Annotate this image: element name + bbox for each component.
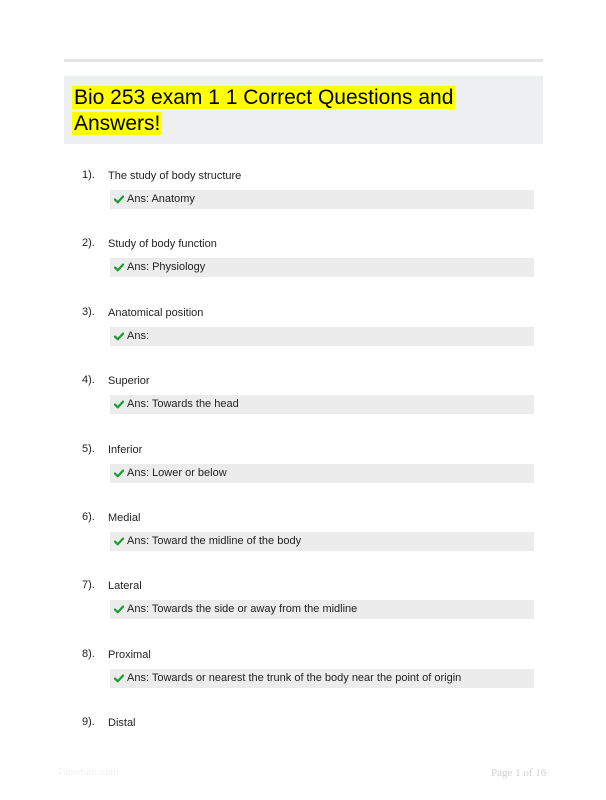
- answer-box: [110, 395, 534, 414]
- qa-item-5: [64, 443, 543, 503]
- checkmark-icon: [114, 605, 124, 614]
- answer-text: Ans: Toward the midline of the body: [127, 535, 302, 547]
- question-text: Lateral: [108, 580, 142, 592]
- answer-box: [110, 532, 534, 551]
- question-number: 7).: [82, 579, 95, 591]
- answer-box: [110, 669, 534, 688]
- answer-text: Ans: Anatomy: [127, 193, 195, 205]
- answer-text: Ans: Lower or below: [127, 467, 227, 479]
- answer-box: [110, 258, 534, 277]
- answer-text: Ans: Towards the side or away from the midline: [127, 603, 358, 615]
- question-number: 9).: [82, 716, 95, 728]
- qa-item-1: [64, 169, 543, 229]
- footer-watermark: Paperbitic.com: [58, 767, 119, 778]
- answer-box: [110, 600, 534, 619]
- answer-text: Ans: Towards the head: [127, 398, 239, 410]
- question-number: 5).: [82, 443, 95, 455]
- answer-box: [110, 327, 534, 346]
- question-text: The study of body structure: [108, 170, 242, 182]
- checkmark-icon: [114, 332, 124, 341]
- qa-item-7: [64, 579, 543, 639]
- question-text: Superior: [108, 375, 150, 387]
- qa-item-3: [64, 306, 543, 366]
- answer-box: [110, 190, 534, 209]
- page-indicator: Page 1 of 16: [491, 767, 547, 779]
- question-text: Inferior: [108, 444, 143, 456]
- question-number: 8).: [82, 648, 95, 660]
- document-title: Bio 253 exam 1 1 Correct Questions and Answers!: [74, 86, 454, 135]
- answer-text: Ans: Physiology: [127, 261, 206, 273]
- qa-item-6: [64, 511, 543, 571]
- top-divider: [64, 59, 543, 62]
- answer-box: [110, 464, 534, 483]
- checkmark-icon: [114, 400, 124, 409]
- checkmark-icon: [114, 263, 124, 272]
- question-number: 6).: [82, 511, 95, 523]
- checkmark-icon: [114, 537, 124, 546]
- qa-item-8: [64, 648, 543, 708]
- qa-item-4: [64, 374, 543, 434]
- question-number: 4).: [82, 374, 95, 386]
- question-text: Distal: [108, 717, 136, 729]
- qa-item-9: [64, 716, 543, 740]
- question-text: Anatomical position: [108, 307, 204, 319]
- qa-item-2: [64, 237, 543, 297]
- title-banner: [64, 76, 543, 144]
- question-number: 3).: [82, 306, 95, 318]
- answer-text: Ans:: [127, 330, 150, 342]
- checkmark-icon: [114, 469, 124, 478]
- answer-text: Ans: Towards or nearest the trunk of the body near the point of origin: [127, 672, 462, 684]
- question-text: Medial: [108, 512, 141, 524]
- question-number: 1).: [82, 169, 95, 181]
- question-text: Study of body function: [108, 238, 217, 250]
- question-number: 2).: [82, 237, 95, 249]
- checkmark-icon: [114, 674, 124, 683]
- checkmark-icon: [114, 195, 124, 204]
- question-text: Proximal: [108, 649, 151, 661]
